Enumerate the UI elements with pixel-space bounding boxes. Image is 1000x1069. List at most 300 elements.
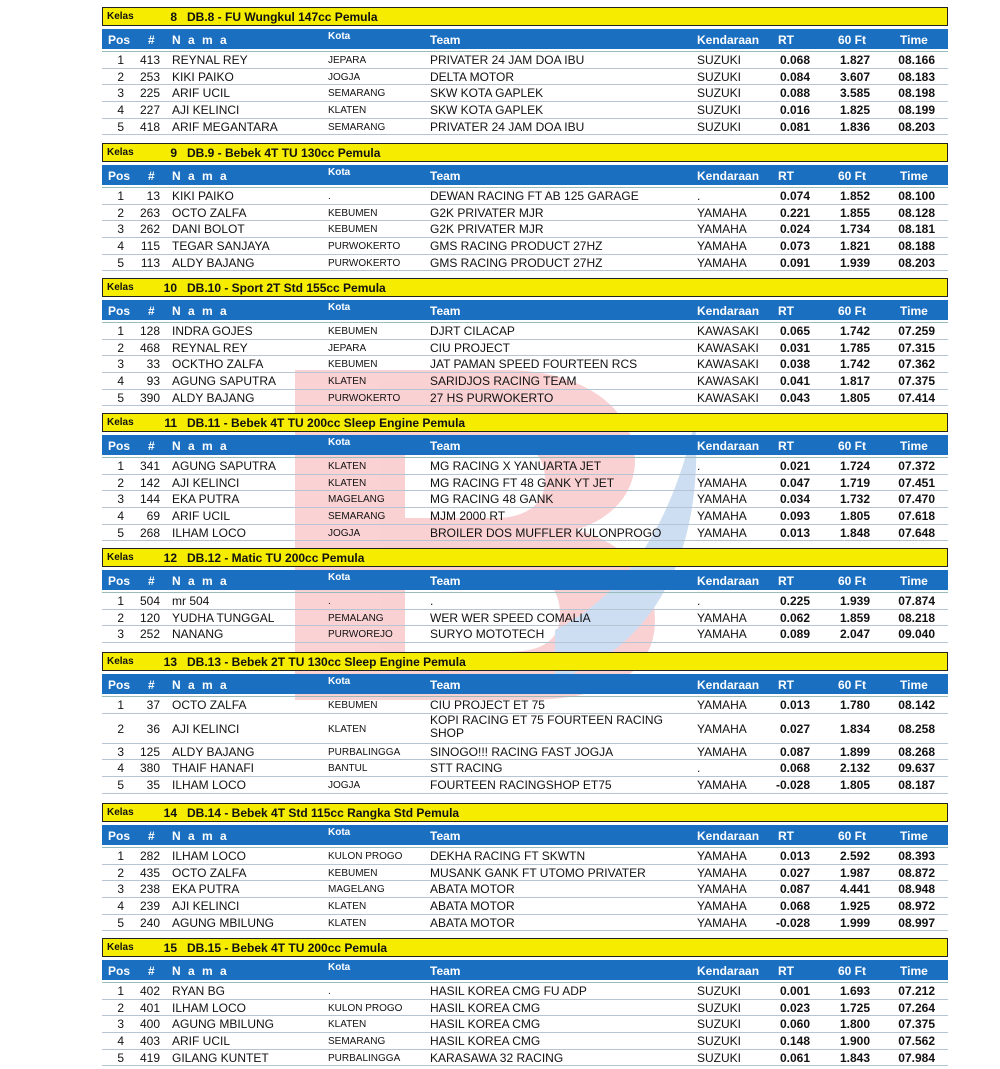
column-header-ft60: 60 Ft (838, 678, 867, 692)
cell-vehicle: YAMAHA (697, 492, 747, 507)
cell-no: 113 (140, 255, 160, 270)
cell-city: . (328, 596, 331, 607)
cell-rt: 0.013 (779, 849, 810, 863)
table-row (102, 915, 948, 932)
cell-no: 36 (146, 721, 160, 736)
cell-time: 08.872 (898, 865, 935, 880)
cell-rt: 0.038 (779, 357, 810, 372)
cell-no: 504 (139, 594, 160, 608)
column-header-no: # (148, 439, 155, 453)
cell-rt: 0.060 (779, 1017, 810, 1032)
cell-name: THAIF HANAFI (172, 761, 255, 776)
cell-rt: 0.062 (779, 610, 810, 625)
column-header-city: Kota (328, 827, 351, 838)
cell-name: RYAN BG (172, 984, 225, 998)
cell-pos: 2 (117, 610, 124, 625)
cell-rt: 0.068 (779, 53, 810, 67)
table-row (102, 881, 948, 898)
cell-city: SEMARANG (328, 88, 386, 100)
cell-ft60: 1.852 (839, 189, 870, 203)
cell-no: 268 (139, 525, 160, 540)
column-header-pos: Pos (108, 574, 131, 588)
cell-no: 37 (146, 698, 160, 712)
column-header-ft60: 60 Ft (838, 169, 867, 183)
cell-ft60: 2.132 (839, 761, 870, 776)
cell-ft60: 1.719 (839, 475, 870, 490)
class-label: Kelas (107, 807, 134, 818)
cell-city: SEMARANG (328, 1036, 386, 1048)
cell-time: 08.142 (898, 698, 935, 712)
cell-ft60: 1.805 (839, 509, 870, 524)
cell-rt: 0.074 (779, 189, 810, 203)
cell-vehicle: YAMAHA (697, 475, 747, 490)
column-header-vehicle: Kendaraan (697, 964, 760, 978)
table-row (102, 898, 948, 915)
cell-team: SINOGO!!! RACING FAST JOGJA (430, 744, 614, 759)
cell-ft60: 1.785 (839, 340, 870, 355)
table-row (102, 52, 948, 69)
cell-ft60: 1.725 (839, 1000, 870, 1015)
column-header-pos: Pos (108, 439, 131, 453)
cell-pos: 4 (117, 509, 124, 524)
cell-team: MG RACING X YANUARTA JET (430, 459, 602, 473)
cell-team: KOPI RACING ET 75 FOURTEEN RACING SHOP (430, 712, 663, 740)
cell-no: 402 (139, 984, 160, 998)
cell-vehicle: YAMAHA (697, 744, 747, 759)
class-section (102, 413, 948, 541)
column-header-no: # (148, 304, 155, 318)
cell-name: ARIF UCIL (172, 86, 231, 101)
cell-rt: 0.225 (779, 594, 810, 608)
cell-vehicle: YAMAHA (697, 915, 747, 930)
column-header-team: Team (430, 33, 461, 47)
cell-name: OCTO ZALFA (172, 865, 247, 880)
table-row (102, 626, 948, 643)
class-label: Kelas (107, 147, 134, 158)
cell-name: OCTO ZALFA (172, 698, 247, 712)
column-header-no: # (148, 964, 155, 978)
cell-rt: 0.047 (779, 475, 810, 490)
cell-vehicle: SUZUKI (697, 1000, 742, 1015)
table-row (102, 85, 948, 102)
cell-city: KEBUMEN (328, 700, 378, 711)
cell-team: SKW KOTA GAPLEK (430, 103, 544, 118)
column-header-no: # (148, 678, 155, 692)
table-row (102, 1000, 948, 1017)
cell-time: 07.375 (898, 1017, 935, 1032)
column-header-rt: RT (778, 574, 794, 588)
column-header-rt: RT (778, 678, 794, 692)
cell-time: 08.218 (898, 610, 935, 625)
cell-city: PEMALANG (328, 612, 384, 624)
cell-rt: 0.068 (779, 899, 810, 914)
cell-time: 07.264 (898, 1000, 935, 1015)
cell-no: 401 (139, 1000, 160, 1015)
cell-rt: 0.089 (779, 627, 810, 642)
column-header-rt: RT (778, 169, 794, 183)
table-row (102, 865, 948, 882)
cell-city: KEBUMEN (328, 224, 378, 236)
column-header-no: # (148, 33, 155, 47)
cell-no: 35 (146, 778, 160, 793)
cell-pos: 2 (117, 69, 124, 84)
cell-rt: 0.091 (779, 255, 810, 270)
cell-city: SEMARANG (328, 121, 386, 133)
cell-team: HASIL KOREA CMG (430, 1000, 541, 1015)
cell-team: FOURTEEN RACINGSHOP ET75 (430, 778, 612, 793)
cell-pos: 1 (117, 984, 124, 998)
results-table-body (102, 187, 948, 271)
cell-name: ILHAM LOCO (172, 778, 247, 793)
cell-rt: 0.043 (779, 390, 810, 405)
cell-pos: 2 (117, 1000, 124, 1015)
cell-name: ALDY BAJANG (172, 255, 255, 270)
column-header-pos: Pos (108, 964, 131, 978)
cell-team: MUSANK GANK FT UTOMO PRIVATER (430, 865, 646, 880)
cell-pos: 4 (117, 103, 124, 118)
cell-pos: 3 (117, 882, 124, 897)
cell-rt: 0.024 (779, 222, 810, 237)
cell-time: 08.948 (898, 882, 935, 897)
table-row (102, 848, 948, 865)
cell-ft60: 1.742 (839, 324, 870, 338)
cell-ft60: 1.780 (839, 698, 870, 712)
cell-vehicle: YAMAHA (697, 525, 747, 540)
cell-no: 125 (139, 744, 160, 759)
results-table-body (102, 51, 948, 135)
cell-city: MAGELANG (328, 494, 385, 506)
cell-team: HASIL KOREA CMG FU ADP (430, 984, 587, 998)
class-name: DB.11 - Bebek 4T TU 200cc Sleep Engine Pemula (187, 415, 466, 430)
table-row (102, 458, 948, 475)
cell-rt: 0.068 (779, 761, 810, 776)
column-header-ft60: 60 Ft (838, 33, 867, 47)
cell-rt: 0.061 (779, 1050, 810, 1065)
cell-ft60: 1.843 (839, 1050, 870, 1065)
cell-ft60: 1.817 (839, 374, 870, 389)
table-row (102, 714, 948, 744)
cell-time: 08.997 (898, 915, 935, 930)
class-section (102, 278, 948, 406)
cell-no: 225 (139, 86, 160, 101)
cell-vehicle: YAMAHA (697, 205, 747, 220)
table-row (102, 610, 948, 627)
column-header-team: Team (430, 439, 461, 453)
cell-rt: 0.016 (779, 103, 810, 118)
cell-team: DJRT CILACAP (430, 324, 515, 338)
table-row (102, 69, 948, 86)
column-header-team: Team (430, 964, 461, 978)
cell-team: PRIVATER 24 JAM DOA IBU (430, 53, 585, 67)
cell-ft60: 1.724 (839, 459, 870, 473)
cell-no: 13 (146, 189, 160, 203)
column-header-city: Kota (328, 676, 351, 687)
table-row (102, 760, 948, 777)
table-row (102, 390, 948, 407)
cell-name: INDRA GOJES (172, 324, 253, 338)
cell-rt: 0.013 (779, 698, 810, 712)
cell-time: 08.258 (898, 721, 935, 736)
column-header-pos: Pos (108, 829, 131, 843)
cell-time: 07.470 (898, 492, 935, 507)
cell-name: EKA PUTRA (172, 492, 240, 507)
column-header-city: Kota (328, 167, 351, 178)
cell-ft60: 2.592 (839, 849, 870, 863)
cell-vehicle: KAWASAKI (697, 324, 759, 338)
column-header-vehicle: Kendaraan (697, 678, 760, 692)
cell-team: . (430, 594, 434, 608)
table-header (102, 165, 948, 185)
cell-ft60: 1.834 (839, 721, 870, 736)
table-row (102, 356, 948, 373)
cell-vehicle: YAMAHA (697, 627, 747, 642)
cell-name: ALDY BAJANG (172, 390, 255, 405)
cell-ft60: 1.734 (839, 222, 870, 237)
cell-city: JEPARA (328, 342, 367, 354)
table-header (102, 825, 948, 845)
class-label: Kelas (107, 11, 134, 22)
class-title-bar (102, 803, 948, 822)
column-header-rt: RT (778, 439, 794, 453)
cell-time: 08.166 (898, 53, 935, 67)
results-table-body (102, 457, 948, 541)
cell-team: CIU PROJECT ET 75 (430, 698, 545, 712)
cell-city: PURBALINGGA (328, 1052, 401, 1064)
cell-time: 08.188 (898, 239, 935, 254)
class-section (102, 7, 948, 135)
cell-team: PRIVATER 24 JAM DOA IBU (430, 119, 585, 134)
column-header-time: Time (900, 829, 928, 843)
cell-rt: 0.027 (779, 721, 810, 736)
column-header-name: N a m a (172, 33, 229, 47)
column-header-time: Time (900, 439, 928, 453)
cell-city: KLATEN (328, 917, 367, 929)
cell-time: 08.972 (898, 899, 935, 914)
column-header-team: Team (430, 678, 461, 692)
cell-team: GMS RACING PRODUCT 27HZ (430, 255, 603, 270)
class-number: 15 (163, 940, 177, 955)
table-row (102, 1050, 948, 1067)
column-header-city: Kota (328, 31, 351, 42)
table-row (102, 119, 948, 136)
column-header-time: Time (900, 964, 928, 978)
cell-name: ARIF UCIL (172, 509, 231, 524)
column-header-team: Team (430, 574, 461, 588)
cell-city: BANTUL (328, 763, 368, 775)
cell-vehicle: . (697, 594, 701, 608)
column-header-name: N a m a (172, 574, 229, 588)
cell-pos: 2 (117, 475, 124, 490)
cell-city: . (328, 986, 331, 997)
cell-time: 08.268 (898, 744, 935, 759)
column-header-pos: Pos (108, 304, 131, 318)
cell-pos: 2 (117, 340, 124, 355)
column-header-city: Kota (328, 302, 351, 313)
cell-ft60: 1.732 (839, 492, 870, 507)
table-row (102, 525, 948, 542)
cell-name: GILANG KUNTET (172, 1050, 269, 1065)
cell-ft60: 1.859 (839, 610, 870, 625)
cell-name: KIKI PAIKO (172, 69, 234, 84)
cell-pos: 4 (117, 899, 124, 914)
column-header-ft60: 60 Ft (838, 574, 867, 588)
table-row (102, 238, 948, 255)
column-header-team: Team (430, 829, 461, 843)
class-title-bar (102, 652, 948, 671)
cell-rt: 0.093 (779, 509, 810, 524)
cell-time: 07.315 (898, 340, 935, 355)
cell-vehicle: SUZUKI (697, 86, 742, 101)
column-header-vehicle: Kendaraan (697, 304, 760, 318)
cell-pos: 4 (117, 1034, 124, 1049)
cell-no: 390 (139, 390, 160, 405)
class-name: DB.12 - Matic TU 200cc Pemula (187, 550, 365, 565)
cell-pos: 2 (117, 721, 124, 736)
column-header-rt: RT (778, 304, 794, 318)
cell-time: 08.199 (898, 103, 935, 118)
class-section (102, 652, 948, 794)
cell-rt: 0.221 (779, 205, 810, 220)
cell-no: 419 (139, 1050, 160, 1065)
table-header (102, 674, 948, 694)
cell-name: AJI KELINCI (172, 721, 240, 736)
class-title-bar (102, 143, 948, 162)
cell-pos: 1 (117, 189, 124, 203)
cell-name: OCKTHO ZALFA (172, 357, 264, 372)
cell-name: ILHAM LOCO (172, 849, 247, 863)
column-header-no: # (148, 829, 155, 843)
cell-time: 07.259 (898, 324, 935, 338)
cell-no: 142 (139, 475, 160, 490)
cell-pos: 3 (117, 86, 124, 101)
table-header (102, 29, 948, 49)
cell-no: 413 (139, 53, 160, 67)
cell-vehicle: YAMAHA (697, 222, 747, 237)
table-row (102, 491, 948, 508)
cell-pos: 5 (117, 525, 124, 540)
cell-vehicle: YAMAHA (697, 849, 747, 863)
cell-no: 69 (146, 509, 160, 524)
cell-no: 120 (139, 610, 160, 625)
cell-time: 07.362 (898, 357, 935, 372)
cell-team: DEWAN RACING FT AB 125 GARAGE (430, 189, 639, 203)
cell-no: 115 (140, 239, 160, 254)
cell-no: 263 (139, 205, 160, 220)
cell-name: ALDY BAJANG (172, 744, 255, 759)
cell-time: 07.618 (898, 509, 935, 524)
class-number: 13 (163, 654, 177, 669)
cell-time: 08.203 (898, 255, 935, 270)
class-title-bar (102, 278, 948, 297)
cell-no: 93 (146, 374, 160, 389)
column-header-pos: Pos (108, 169, 131, 183)
cell-team: MJM 2000 RT (430, 509, 506, 524)
column-header-pos: Pos (108, 678, 131, 692)
results-table-body (102, 592, 948, 643)
cell-pos: 2 (117, 865, 124, 880)
cell-name: ARIF UCIL (172, 1034, 231, 1049)
class-label: Kelas (107, 656, 134, 667)
class-name: DB.14 - Bebek 4T Std 115cc Rangka Std Pemula (187, 805, 460, 820)
cell-vehicle: SUZUKI (697, 53, 742, 67)
cell-time: 09.637 (898, 761, 935, 776)
cell-ft60: 1.855 (839, 205, 870, 220)
cell-team: STT RACING (430, 761, 503, 776)
results-table-body (102, 847, 948, 931)
cell-rt: 0.013 (779, 525, 810, 540)
cell-team: G2K PRIVATER MJR (430, 205, 544, 220)
column-header-time: Time (900, 304, 928, 318)
class-section (102, 803, 948, 931)
cell-city: KLATEN (328, 1019, 367, 1031)
column-header-no: # (148, 574, 155, 588)
cell-city: KULON PROGO (328, 851, 403, 862)
table-row (102, 508, 948, 525)
cell-pos: 4 (117, 239, 124, 254)
results-table-body (102, 982, 948, 1066)
cell-rt: 0.001 (779, 984, 810, 998)
cell-name: YUDHA TUNGGAL (172, 610, 275, 625)
cell-ft60: 1.693 (839, 984, 870, 998)
cell-vehicle: SUZUKI (697, 69, 742, 84)
cell-name: REYNAL REY (172, 53, 248, 67)
table-header (102, 570, 948, 590)
cell-city: PURBALINGGA (328, 746, 401, 758)
column-header-name: N a m a (172, 964, 229, 978)
table-row (102, 188, 948, 205)
column-header-vehicle: Kendaraan (697, 33, 760, 47)
class-title-bar (102, 938, 948, 957)
column-header-rt: RT (778, 829, 794, 843)
cell-pos: 1 (117, 849, 124, 863)
cell-vehicle: . (697, 189, 701, 203)
cell-city: KULON PROGO (328, 1002, 403, 1014)
column-header-name: N a m a (172, 169, 229, 183)
cell-rt: 0.065 (779, 324, 810, 338)
column-header-vehicle: Kendaraan (697, 169, 760, 183)
cell-rt: 0.081 (779, 119, 810, 134)
cell-time: 07.212 (898, 984, 935, 998)
column-header-vehicle: Kendaraan (697, 829, 760, 843)
cell-vehicle: YAMAHA (697, 899, 747, 914)
cell-no: 227 (139, 103, 160, 118)
cell-team: ABATA MOTOR (430, 915, 515, 930)
cell-vehicle: KAWASAKI (697, 390, 759, 405)
cell-time: 07.451 (898, 475, 935, 490)
cell-no: 468 (139, 340, 160, 355)
cell-city: KEBUMEN (328, 359, 378, 371)
table-row (102, 475, 948, 492)
cell-name: mr 504 (172, 594, 210, 608)
cell-time: 07.648 (898, 525, 935, 540)
cell-pos: 5 (117, 1050, 124, 1065)
cell-vehicle: YAMAHA (697, 721, 747, 736)
table-row (102, 373, 948, 390)
cell-city: KLATEN (328, 901, 367, 913)
cell-name: AJI KELINCI (172, 899, 240, 914)
cell-time: 08.183 (898, 69, 935, 84)
cell-pos: 1 (117, 594, 124, 608)
cell-vehicle: YAMAHA (697, 778, 747, 793)
cell-pos: 2 (117, 205, 124, 220)
cell-time: 08.187 (898, 778, 935, 793)
cell-name: ILHAM LOCO (172, 1000, 247, 1015)
cell-ft60: 1.925 (839, 899, 870, 914)
cell-rt: 0.087 (779, 882, 810, 897)
cell-no: 282 (139, 849, 160, 863)
cell-city: MAGELANG (328, 884, 385, 896)
cell-name: AJI KELINCI (172, 475, 240, 490)
